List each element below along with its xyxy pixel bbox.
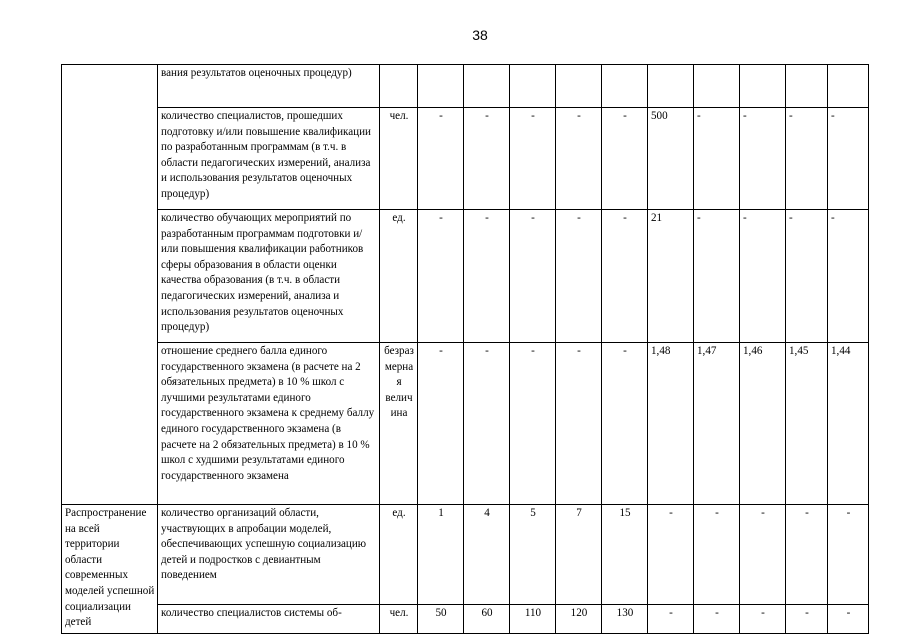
- value-cell: -: [648, 505, 694, 605]
- unit-cell: безразмерная величина: [380, 343, 418, 505]
- unit-cell: [380, 65, 418, 108]
- value-cell: [740, 65, 786, 108]
- indicator-cell: отношение среднего балла единого государственного экзамена (в расчете на 2 обязательных предмета) в 10 % школ с лучшими результатами единого государственного экзамена к среднему баллу единого государственного экзамена (в расчете на 2 обязательных предмета) в 10 % школ с худшими результатами единого государственного экзамена: [158, 343, 380, 505]
- value-cell: [786, 65, 828, 108]
- value-cell: [602, 65, 648, 108]
- value-cell: -: [464, 343, 510, 505]
- indicator-cell: количество организаций области, участвующих в апробации моделей, обеспечивающих успешную социализацию детей и подростков с девиантным поведением: [158, 505, 380, 605]
- value-cell: -: [786, 505, 828, 605]
- value-cell: -: [828, 210, 869, 343]
- value-cell: 4: [464, 505, 510, 605]
- value-cell: -: [602, 343, 648, 505]
- indicator-cell: количество специалистов системы об-: [158, 605, 380, 634]
- value-cell: 1,48: [648, 343, 694, 505]
- value-cell: -: [828, 505, 869, 605]
- value-cell: -: [556, 108, 602, 210]
- value-cell: [418, 65, 464, 108]
- table-row: [62, 210, 869, 343]
- indicator-cell: количество специалистов, прошедших подготовку и/или повышение квалификации по разработанным программам (в т.ч. в области педагогических измерений, анализа и использования результатов оценочных процедур): [158, 108, 380, 210]
- table-row: [62, 505, 869, 605]
- value-cell: -: [694, 108, 740, 210]
- value-cell: -: [740, 108, 786, 210]
- value-cell: -: [418, 210, 464, 343]
- value-cell: -: [464, 210, 510, 343]
- value-cell: 50: [418, 605, 464, 634]
- value-cell: 60: [464, 605, 510, 634]
- value-cell: -: [418, 343, 464, 505]
- table-row: [62, 108, 869, 210]
- value-cell: -: [556, 210, 602, 343]
- table-row: [62, 65, 869, 108]
- direction-cell: Распространение на всей территории области современных моделей успешной социализации детей: [62, 505, 158, 634]
- value-cell: 1,45: [786, 343, 828, 505]
- value-cell: -: [418, 108, 464, 210]
- value-cell: -: [740, 505, 786, 605]
- value-cell: -: [510, 210, 556, 343]
- indicator-cell: количество обучающих мероприятий по разработанным программам подготовки и/или повышения квалификации работников сферы образования в области оценки качества образования (в т.ч. в области педагогических измерений, анализа и использования результатов оценочных процедур): [158, 210, 380, 343]
- value-cell: -: [694, 605, 740, 634]
- unit-cell: чел.: [380, 605, 418, 634]
- value-cell: 7: [556, 505, 602, 605]
- value-cell: -: [786, 605, 828, 634]
- page-number: 38: [472, 27, 488, 43]
- unit-cell: ед.: [380, 210, 418, 343]
- value-cell: 15: [602, 505, 648, 605]
- value-cell: -: [556, 343, 602, 505]
- value-cell: [556, 65, 602, 108]
- value-cell: 5: [510, 505, 556, 605]
- value-cell: 1: [418, 505, 464, 605]
- value-cell: [510, 65, 556, 108]
- value-cell: 21: [648, 210, 694, 343]
- direction-cell: [62, 65, 158, 505]
- table-row: [62, 343, 869, 505]
- value-cell: 1,44: [828, 343, 869, 505]
- value-cell: [694, 65, 740, 108]
- value-cell: 110: [510, 605, 556, 634]
- value-cell: -: [648, 605, 694, 634]
- value-cell: 500: [648, 108, 694, 210]
- value-cell: 120: [556, 605, 602, 634]
- value-cell: [828, 65, 869, 108]
- table-row: [62, 605, 869, 634]
- value-cell: -: [828, 605, 869, 634]
- unit-cell: чел.: [380, 108, 418, 210]
- value-cell: -: [828, 108, 869, 210]
- value-cell: [464, 65, 510, 108]
- value-cell: 1,47: [694, 343, 740, 505]
- value-cell: -: [510, 343, 556, 505]
- value-cell: 130: [602, 605, 648, 634]
- value-cell: -: [740, 605, 786, 634]
- value-cell: -: [694, 210, 740, 343]
- indicators-table: [61, 64, 869, 634]
- indicator-cell: вания результатов оценочных процедур): [158, 65, 380, 108]
- value-cell: 1,46: [740, 343, 786, 505]
- value-cell: -: [602, 210, 648, 343]
- unit-cell: ед.: [380, 505, 418, 605]
- value-cell: -: [464, 108, 510, 210]
- value-cell: -: [786, 108, 828, 210]
- value-cell: [648, 65, 694, 108]
- value-cell: -: [602, 108, 648, 210]
- value-cell: -: [510, 108, 556, 210]
- value-cell: -: [786, 210, 828, 343]
- value-cell: -: [740, 210, 786, 343]
- value-cell: -: [694, 505, 740, 605]
